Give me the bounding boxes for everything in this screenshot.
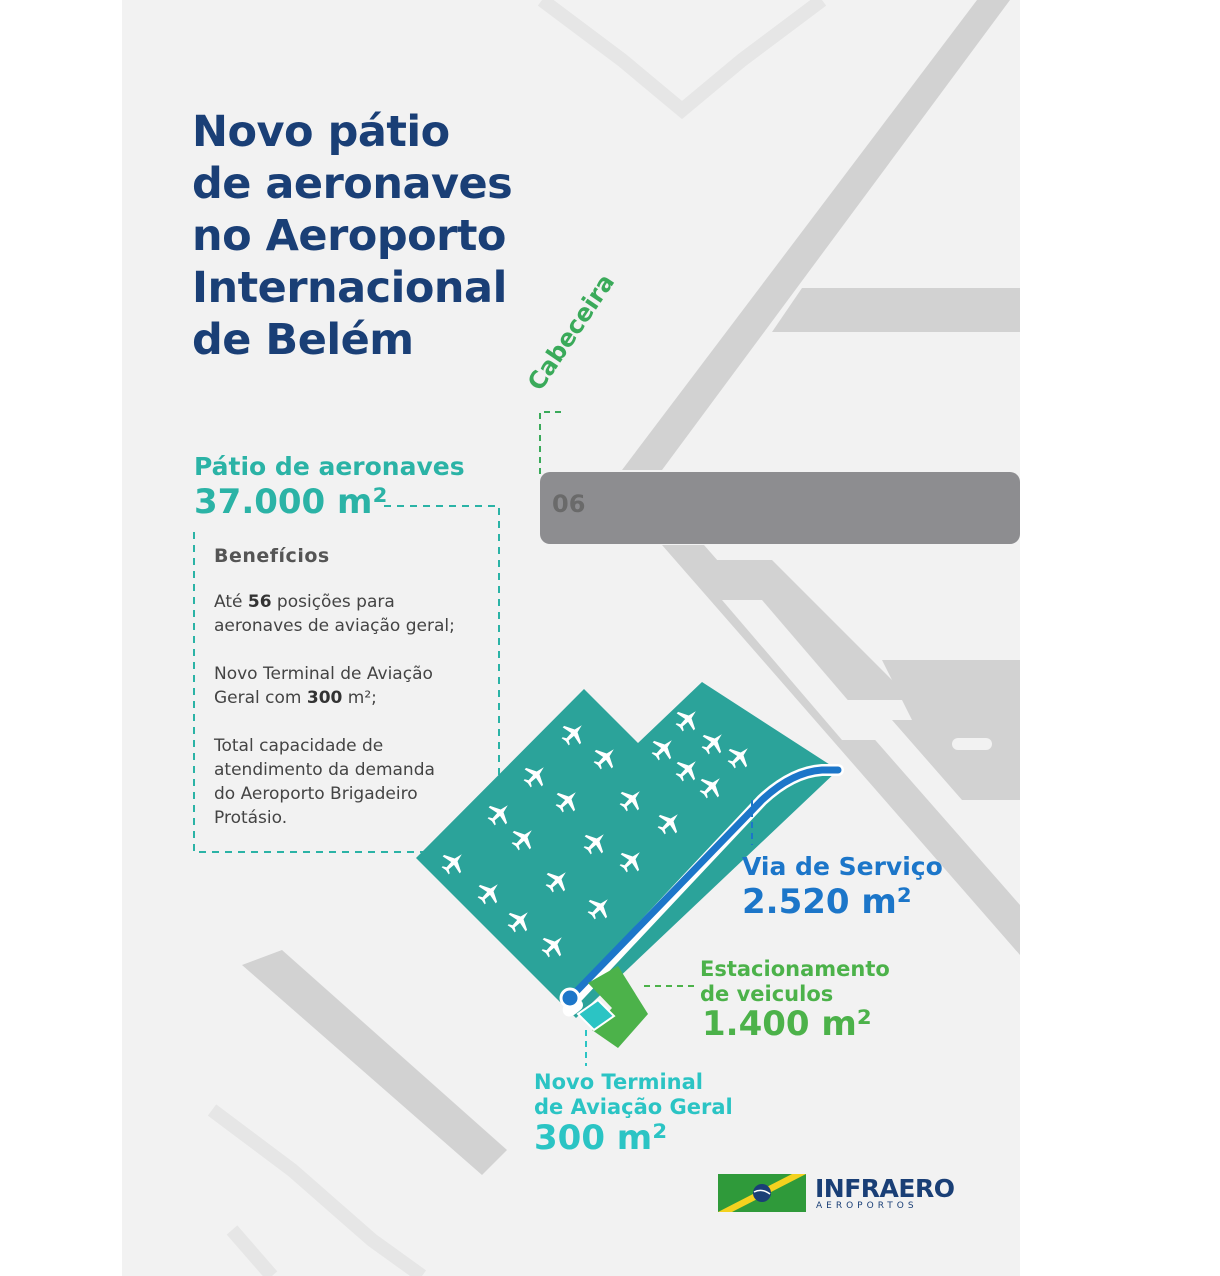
benefits-heading: Benefícios bbox=[214, 545, 330, 567]
terminal-title-line: Novo Terminal bbox=[534, 1070, 703, 1094]
patio-area: 37.000 m² bbox=[194, 482, 388, 522]
service-road-title: Via de Serviço bbox=[742, 852, 943, 881]
terminal-area: 300 m² bbox=[534, 1118, 668, 1158]
logo-name: INFRAERO bbox=[815, 1174, 955, 1203]
logo-subtitle: AEROPORTOS bbox=[816, 1201, 918, 1211]
title-line: Internacional bbox=[192, 263, 507, 313]
benefit-line bbox=[214, 590, 455, 614]
title-line: no Aeroporto bbox=[192, 211, 506, 261]
benefit-line: Novo Terminal de Aviação bbox=[214, 664, 433, 684]
title-line: de aeronaves bbox=[192, 159, 513, 209]
benefit-text: Até bbox=[214, 592, 248, 612]
patio-title: Pátio de aeronaves bbox=[194, 452, 465, 481]
benefit-line: atendimento da demanda bbox=[214, 760, 435, 780]
terminal-title-line: de Aviação Geral bbox=[534, 1095, 733, 1119]
runway-head-label: Cabeceira bbox=[522, 268, 621, 396]
benefit-number: 56 bbox=[247, 592, 272, 612]
parking-title-line: Estacionamento bbox=[700, 957, 890, 981]
parking-area: 1.400 m² bbox=[702, 1004, 872, 1044]
benefit-number: 300 bbox=[306, 688, 343, 708]
benefit-text: Geral com bbox=[214, 688, 307, 708]
title-line: de Belém bbox=[192, 315, 414, 365]
benefit-terminal bbox=[214, 662, 433, 710]
infographic-page bbox=[122, 0, 1020, 1276]
parking-title-line: de veiculos bbox=[700, 982, 834, 1006]
runway-strip bbox=[540, 472, 1020, 544]
benefit-text: posições para bbox=[271, 592, 395, 612]
benefit-line bbox=[214, 686, 433, 710]
benefit-text: m²; bbox=[342, 688, 377, 708]
runway-head-leader bbox=[540, 412, 562, 474]
brazil-flag-icon bbox=[718, 1174, 806, 1212]
title-line: Novo pátio bbox=[192, 107, 450, 157]
benefit-positions bbox=[214, 590, 455, 638]
benefit-line: aeronaves de aviação geral; bbox=[214, 616, 455, 636]
benefit-line: Protásio. bbox=[214, 808, 288, 828]
runway-number: 06 bbox=[552, 490, 586, 518]
page-title bbox=[192, 106, 612, 366]
service-road-end bbox=[561, 989, 579, 1007]
benefit-line: Total capacidade de bbox=[214, 736, 384, 756]
benefit-capacity bbox=[214, 734, 435, 830]
terminal-title bbox=[534, 1070, 794, 1120]
benefit-line: do Aeroporto Brigadeiro bbox=[214, 784, 418, 804]
parking-title bbox=[700, 957, 940, 1007]
service-road-area: 2.520 m² bbox=[742, 882, 912, 922]
